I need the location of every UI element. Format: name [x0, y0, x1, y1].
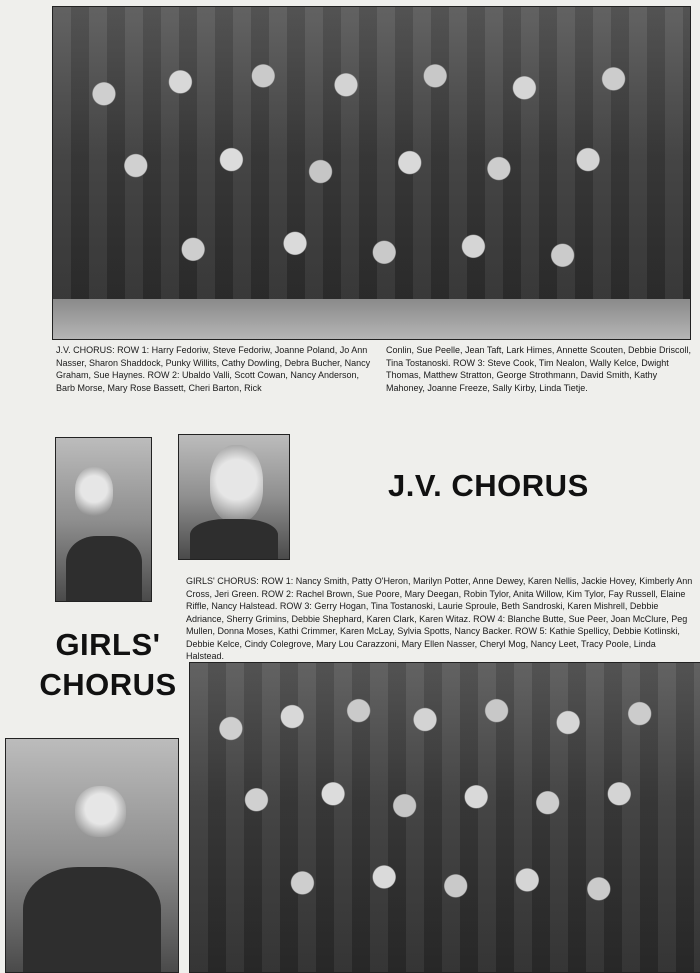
girl-face-image [210, 445, 263, 522]
jv-chorus-title: J.V. CHORUS [388, 468, 589, 503]
stage-floor [53, 299, 690, 339]
singer-body-image [66, 536, 142, 601]
singer-face-image [75, 467, 113, 516]
girls-chorus-title-line2: CHORUS [39, 667, 177, 702]
girl-body-image [190, 519, 278, 559]
girls-chorus-members-image [190, 675, 700, 972]
girls-faces-image [75, 786, 127, 837]
girls-chorus-caption: GIRLS' CHORUS: ROW 1: Nancy Smith, Patty O'Heron, Marilyn Potter, Anne Dewey, Karen Nellis, Jackie Hovey, Kimberly Ann Cross, Jeri Green. ROW 2: Rachel Brown, Sue Poore, Mary Deegan, Robin Tylor, Anita Willow, Kim Tylor, Fay Russell, Elaine Riffle, Nancy Halstead. ROW 3: Gerry Hogan, Tina Tostanoski, Laurie Sproule, Beth Sandroski, Karen Mishrell, Debbie Adriance, Sherry Grimins, Debbie Shephard, Karen Clark, Karen Witaz. ROW 4: Blanche Butte, Sue Peer, Joan McClure, Peg Mullen, Donna Moses, Kathi Crimmer, Karen McLay, Sylvia Spotts, Nancy Backer. ROW 5: Kathie Spellicy, Debbie Kotlinski, Debbie Kelce, Cindy Colegrove, Mary Lou Carazzoni, Mary Ellen Nasser, Cheryl Mog, Nancy Leet, Tracy Poole, Linda Halstead. [186, 576, 693, 661]
girls-chorus-group-photo [189, 662, 700, 973]
jv-chorus-caption-left: J.V. CHORUS: ROW 1: Harry Fedoriw, Steve Fedoriw, Joanne Poland, Jo Ann Nasser, Sharon Shaddock, Punky Willits, Cathy Dowling, Debra Bucher, Nancy Graham, Sue Haynes. ROW 2: Ubaldo Valli, Scott Cowan, Nancy Anderson, Barb Morse, Mary Rose Bassett, Cheri Barton, Rick [56, 345, 371, 393]
girls-bodies-image [23, 867, 161, 972]
girls-chorus-title [38, 625, 178, 705]
candid-photo-girl-portrait [178, 434, 290, 560]
jv-chorus-members-image [53, 40, 690, 339]
girls-chorus-title-line1: GIRLS' [55, 627, 161, 662]
candid-photo-singers-reading [55, 437, 152, 602]
jv-chorus-group-photo [52, 6, 691, 340]
candid-photo-girls-with-music [5, 738, 179, 973]
jv-chorus-caption-right: Conlin, Sue Peelle, Jean Taft, Lark Himes, Annette Scouten, Debbie Driscoll, Tina Tostanoski. ROW 3: Steve Cook, Tim Nealon, Wally Kelce, Dwight Thomas, Matthew Stratton, George Strothmann, David Smith, Kathy Mahoney, Joanne Freeze, Sally Kirby, Linda Tietje. [386, 345, 691, 393]
